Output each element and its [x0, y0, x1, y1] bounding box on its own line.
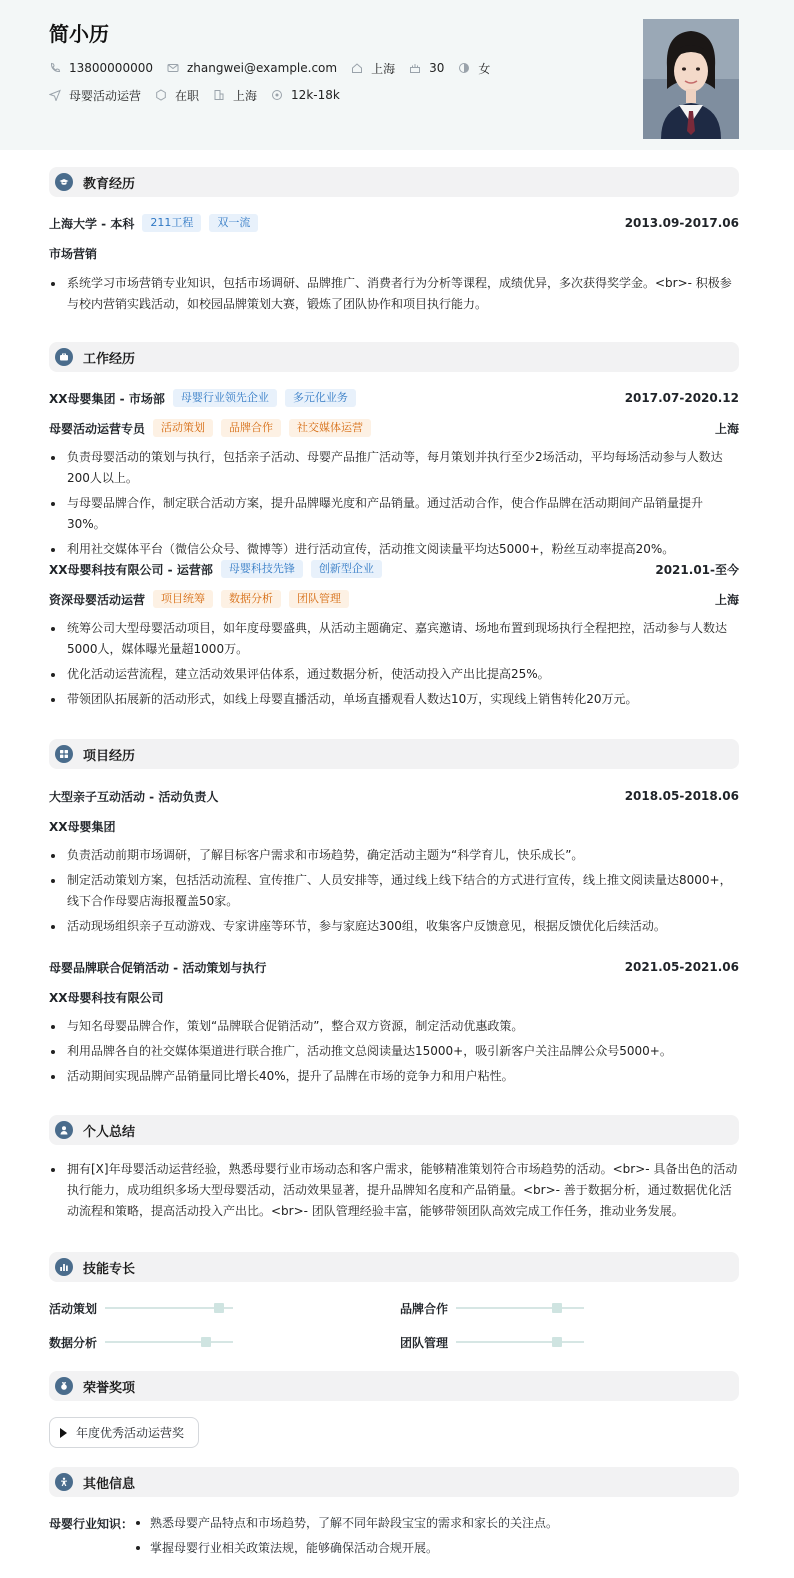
skill-name: 品牌合作	[400, 1301, 449, 1316]
list-item: 活动期间实现品牌产品销量同比增长40%，提升了品牌在市场的竞争力和用户粘性。	[49, 1066, 739, 1087]
company-name: XX母婴科技有限公司 - 运营部	[49, 562, 213, 577]
gender-text: 女	[478, 61, 491, 76]
graduation-cap-icon	[55, 173, 73, 191]
work-bullets	[49, 447, 739, 564]
accessibility-icon	[55, 1473, 73, 1491]
work-role-row	[49, 589, 739, 609]
resume-header	[0, 0, 794, 150]
work-period: 2021.01-至今	[655, 562, 739, 577]
company-tag: 母婴行业领先企业	[173, 389, 277, 407]
phone-icon	[49, 62, 61, 74]
section-work	[49, 342, 739, 372]
play-icon	[60, 1428, 67, 1438]
salary-text: 12k-18k	[291, 88, 340, 102]
skill-level-marker	[552, 1337, 562, 1347]
phone-text: 13800000000	[69, 61, 153, 75]
project-period: 2018.05-2018.06	[624, 789, 739, 803]
list-item: 制定活动策划方案，包括活动流程、宣传推广、人员安排等，通过线上线下结合的方式进行宣传，线上推文阅读量达8000+，线下合作母婴店海报覆盖50家。	[49, 870, 739, 912]
company-tag: 母婴科技先锋	[221, 560, 303, 578]
candidate-name: 简小历	[49, 22, 109, 46]
list-item: 负责母婴活动的策划与执行，包括亲子活动、母婴产品推广活动等，每月策划并执行至少2场活动，平均每场活动参与人数达200人以上。	[49, 447, 739, 489]
cake-icon	[409, 62, 421, 74]
mail-icon	[167, 62, 179, 74]
award-item[interactable]	[49, 1417, 199, 1448]
skill-item	[400, 1298, 584, 1318]
status-icon	[155, 89, 167, 101]
skill-bar	[456, 1307, 584, 1309]
profile-photo	[643, 19, 739, 139]
work-period: 2017.07-2020.12	[624, 391, 739, 405]
work-role-row	[49, 418, 739, 438]
send-icon	[49, 89, 61, 101]
status-text: 在职	[175, 88, 200, 103]
skill-item	[400, 1332, 584, 1352]
building-icon	[213, 89, 225, 101]
skill-name: 团队管理	[400, 1335, 449, 1350]
list-item: 优化活动运营流程，建立活动效果评估体系，通过数据分析，使活动投入产出比提高25%。	[49, 664, 739, 685]
section-summary	[49, 1115, 739, 1145]
section-title: 荣誉奖项	[83, 1380, 136, 1396]
role-tag: 品牌合作	[221, 419, 281, 437]
role-name: 资深母婴活动运营	[49, 592, 146, 607]
section-title: 项目经历	[83, 748, 136, 764]
role-tag: 团队管理	[289, 590, 349, 608]
medal-icon	[55, 1377, 73, 1395]
education-tag: 211工程	[142, 214, 201, 232]
list-item: 与母婴品牌合作，制定联合活动方案，提升品牌曝光度和产品销量。通过活动合作，使合作品牌在活动期间产品销量提升30%。	[49, 493, 739, 535]
skill-level-marker	[552, 1303, 562, 1313]
email-text: zhangwei@example.com	[186, 61, 338, 75]
job-target-text: 母婴活动运营	[69, 88, 142, 103]
job-target-item	[49, 87, 141, 103]
role-tag: 社交媒体运营	[289, 419, 371, 437]
project-title: 母婴品牌联合促销活动 - 活动策划与执行	[49, 960, 267, 975]
company-tag: 多元化业务	[285, 389, 356, 407]
section-honors	[49, 1371, 739, 1401]
work-bullets	[49, 618, 739, 714]
company-tag: 创新型企业	[311, 560, 382, 578]
list-item: 负责活动前期市场调研，了解目标客户需求和市场趋势，确定活动主题为“科学育儿，快乐成长”。	[49, 845, 739, 866]
section-skills	[49, 1252, 739, 1282]
other-list	[134, 1513, 734, 1563]
email-item	[167, 60, 337, 76]
skill-item	[49, 1332, 233, 1352]
education-row	[49, 213, 739, 233]
role-tag: 活动策划	[153, 419, 213, 437]
home-icon	[351, 62, 363, 74]
skill-level-marker	[214, 1303, 224, 1313]
section-title: 个人总结	[83, 1124, 136, 1140]
major-name: 市场营销	[49, 246, 98, 261]
status-item	[155, 87, 199, 103]
list-item: 利用品牌各自的社交媒体渠道进行联合推广，活动推文总阅读量达15000+，吸引新客户关注品牌公众号5000+。	[49, 1041, 739, 1062]
list-item: 活动现场组织亲子互动游戏、专家讲座等环节，参与家庭达300组，收集客户反馈意见，根据反馈优化后续活动。	[49, 916, 739, 937]
skill-level-marker	[201, 1337, 211, 1347]
role-name: 母婴活动运营专员	[49, 421, 146, 436]
list-item: 掌握母婴行业相关政策法规，能够确保活动合规开展。	[134, 1538, 734, 1558]
bar-chart-icon	[55, 1258, 73, 1276]
section-title: 技能专长	[83, 1261, 136, 1277]
project-bullets	[49, 1016, 739, 1091]
project-title-row	[49, 957, 739, 977]
section-other	[49, 1467, 739, 1497]
section-projects	[49, 739, 739, 769]
project-org: XX母婴集团	[49, 819, 116, 834]
briefcase-icon	[55, 348, 73, 366]
company-name: XX母婴集团 - 市场部	[49, 391, 165, 406]
section-education	[49, 167, 739, 197]
list-item: 拥有[X]年母婴活动运营经验，熟悉母婴行业市场动态和客户需求，能够精准策划符合市场趋势的活动。<br>- 具备出色的活动执行能力，成功组织多场大型母婴活动，活动效果显著，提升品牌知名度和产品销量。<br>- 善于数据分析，通过数据优化活动流程和策略，提高活动投入产出比。<br>- 团队管理经验丰富，能够带领团队高效完成工作任务，推动业务发展。	[49, 1159, 739, 1222]
project-title: 大型亲子互动活动 - 活动负责人	[49, 789, 219, 804]
project-org: XX母婴科技有限公司	[49, 990, 164, 1005]
city-text: 上海	[371, 61, 396, 76]
user-icon	[55, 1121, 73, 1139]
skill-name: 活动策划	[49, 1301, 98, 1316]
city-item	[351, 60, 395, 76]
section-title: 教育经历	[83, 176, 136, 192]
major-row	[49, 243, 739, 263]
age-text: 30	[429, 61, 445, 75]
phone-item	[49, 60, 153, 76]
project-org-row	[49, 816, 739, 836]
list-item: 与知名母婴品牌合作，策划“品牌联合促销活动”，整合双方资源，制定活动优惠政策。	[49, 1016, 739, 1037]
age-item	[409, 60, 444, 76]
education-tag: 双一流	[209, 214, 258, 232]
work-company-row	[49, 559, 739, 579]
skill-bar	[456, 1341, 584, 1343]
target-city-text: 上海	[233, 88, 258, 103]
skill-bar	[105, 1341, 233, 1343]
gender-item	[458, 60, 490, 76]
grid-icon	[55, 745, 73, 763]
work-company-row	[49, 388, 739, 408]
project-period: 2021.05-2021.06	[624, 960, 739, 974]
list-item: 统筹公司大型母婴活动项目，如年度母婴盛典，从活动主题确定、嘉宾邀请、场地布置到现场执行全程把控，活动参与人数达5000人，媒体曝光量超1000万。	[49, 618, 739, 660]
section-title: 其他信息	[83, 1476, 136, 1492]
work-location: 上海	[714, 592, 739, 607]
salary-item	[271, 87, 340, 103]
intent-row	[49, 87, 354, 103]
target-city-item	[213, 87, 257, 103]
list-item: 系统学习市场营销专业知识，包括市场调研、品牌推广、消费者行为分析等课程，成绩优异，多次获得奖学金。<br>- 积极参与校内营销实践活动，如校园品牌策划大赛，锻炼了团队协作和项目执行能力。	[49, 273, 739, 315]
skill-item	[49, 1298, 233, 1318]
education-bullets	[49, 273, 739, 319]
section-title: 工作经历	[83, 351, 136, 367]
role-tag: 数据分析	[221, 590, 281, 608]
award-label: 年度优秀活动运营奖	[76, 1426, 185, 1440]
skill-bar	[105, 1307, 233, 1309]
skill-name: 数据分析	[49, 1335, 98, 1350]
project-org-row	[49, 987, 739, 1007]
project-title-row	[49, 786, 739, 806]
coin-icon	[271, 89, 283, 101]
work-location: 上海	[714, 421, 739, 436]
summary-bullets	[49, 1159, 739, 1226]
gender-icon	[458, 62, 470, 74]
list-item: 带领团队拓展新的活动形式，如线上母婴直播活动，单场直播观看人数达10万，实现线上销售转化20万元。	[49, 689, 739, 710]
list-item: 利用社交媒体平台（微信公众号、微博等）进行活动宣传，活动推文阅读量平均达5000+，粉丝互动率提高20%。	[49, 539, 739, 560]
project-bullets	[49, 845, 739, 941]
contact-row	[49, 60, 504, 76]
education-period: 2013.09-2017.06	[624, 216, 739, 230]
role-tag: 项目统筹	[153, 590, 213, 608]
other-label: 母婴行业知识：	[49, 1517, 134, 1531]
list-item: 熟悉母婴产品特点和市场趋势，了解不同年龄段宝宝的需求和家长的关注点。	[134, 1513, 734, 1533]
school-name: 上海大学 - 本科	[49, 216, 135, 231]
